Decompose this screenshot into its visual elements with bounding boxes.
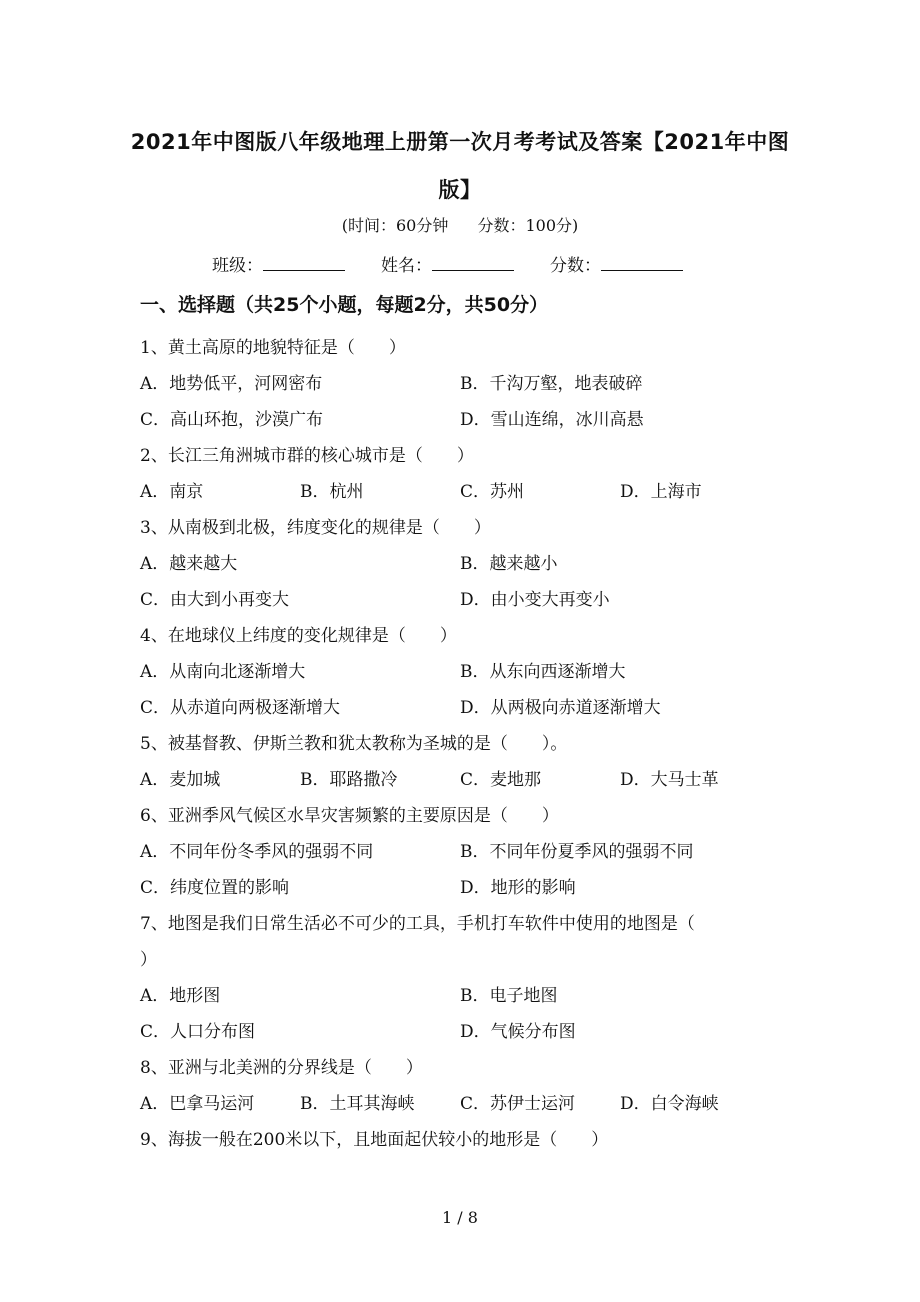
question-6-option-a: A．不同年份冬季风的强弱不同 [140, 842, 374, 862]
question-8-option-a: A．巴拿马运河 [140, 1094, 255, 1114]
page-number: 1 / 8 [442, 1208, 478, 1227]
question-6-option-b: B．不同年份夏季风的强弱不同 [460, 842, 694, 862]
question-5-option-c: C．麦地那 [460, 770, 542, 790]
question-9-stem: 9、海拔一般在200米以下，且地面起伏较小的地形是（ ） [140, 1130, 609, 1150]
question-5-option-a: A．麦加城 [140, 770, 221, 790]
question-3-option-a: A．越来越大 [140, 554, 238, 574]
question-8-option-d: D．白令海峡 [620, 1094, 719, 1114]
question-4-stem: 4、在地球仪上纬度的变化规律是（ ） [140, 626, 457, 646]
question-6-stem: 6、亚洲季风气候区水旱灾害频繁的主要原因是（ ） [140, 806, 559, 826]
question-4-option-c: C．从赤道向两极逐渐增大 [140, 698, 341, 718]
class-blank[interactable] [263, 252, 345, 271]
class-label: 班级： [212, 256, 263, 276]
question-1-stem: 1、黄土高原的地貌特征是（ ） [140, 338, 406, 358]
student-fields [212, 252, 683, 278]
name-label: 姓名： [381, 256, 432, 276]
question-3-stem: 3、从南极到北极，纬度变化的规律是（ ） [140, 518, 491, 538]
score-field [550, 252, 683, 278]
question-5-stem: 5、被基督教、伊斯兰教和犹太教称为圣城的是（ ）。 [140, 734, 568, 754]
question-6-option-c: C．纬度位置的影响 [140, 878, 290, 898]
question-7-option-a: A．地形图 [140, 986, 221, 1006]
question-7-option-b: B．电子地图 [460, 986, 558, 1006]
question-7-option-d: D．气候分布图 [460, 1022, 576, 1042]
question-7-stem-continuation: ） [140, 950, 157, 970]
question-2-option-c: C．苏州 [460, 482, 525, 502]
question-8-stem: 8、亚洲与北美洲的分界线是（ ） [140, 1058, 423, 1078]
question-1-option-a: A．地势低平，河网密布 [140, 374, 323, 394]
exam-time: (时间：60分钟 [341, 216, 449, 235]
question-8-option-c: C．苏伊士运河 [460, 1094, 576, 1114]
question-4-option-d: D．从两极向赤道逐渐增大 [460, 698, 661, 718]
question-2-stem: 2、长江三角洲城市群的核心城市是（ ） [140, 446, 474, 466]
question-2-option-d: D．上海市 [620, 482, 702, 502]
question-5-option-b: B．耶路撒冷 [300, 770, 398, 790]
question-1-option-b: B．千沟万壑，地表破碎 [460, 374, 643, 394]
score-label: 分数： [550, 256, 601, 276]
question-3-option-c: C．由大到小再变大 [140, 590, 290, 610]
exam-total-score: 分数：100分) [477, 216, 579, 235]
question-4-option-a: A．从南向北逐渐增大 [140, 662, 306, 682]
class-field [212, 252, 345, 278]
question-1-option-c: C．高山环抱，沙漠广布 [140, 410, 324, 430]
question-3-option-b: B．越来越小 [460, 554, 558, 574]
question-1-option-d: D．雪山连绵，冰川高悬 [460, 410, 644, 430]
exam-title: 2021年中图版八年级地理上册第一次月考考试及答案【2021年中图版】 [130, 130, 790, 202]
exam-info [0, 214, 920, 238]
question-4-option-b: B．从东向西逐渐增大 [460, 662, 626, 682]
score-blank[interactable] [601, 252, 683, 271]
section-heading: 一、选择题（共25个小题，每题2分，共50分） [140, 294, 549, 316]
question-6-option-d: D．地形的影响 [460, 878, 576, 898]
question-7-option-c: C．人口分布图 [140, 1022, 256, 1042]
name-blank[interactable] [432, 252, 514, 271]
question-7-stem: 7、地图是我们日常生活必不可少的工具，手机打车软件中使用的地图是（ [140, 914, 695, 934]
question-8-option-b: B．土耳其海峡 [300, 1094, 415, 1114]
question-2-option-b: B．杭州 [300, 482, 364, 502]
question-2-option-a: A．南京 [140, 482, 204, 502]
question-3-option-d: D．由小变大再变小 [460, 590, 610, 610]
name-field [381, 252, 514, 278]
question-5-option-d: D．大马士革 [620, 770, 719, 790]
